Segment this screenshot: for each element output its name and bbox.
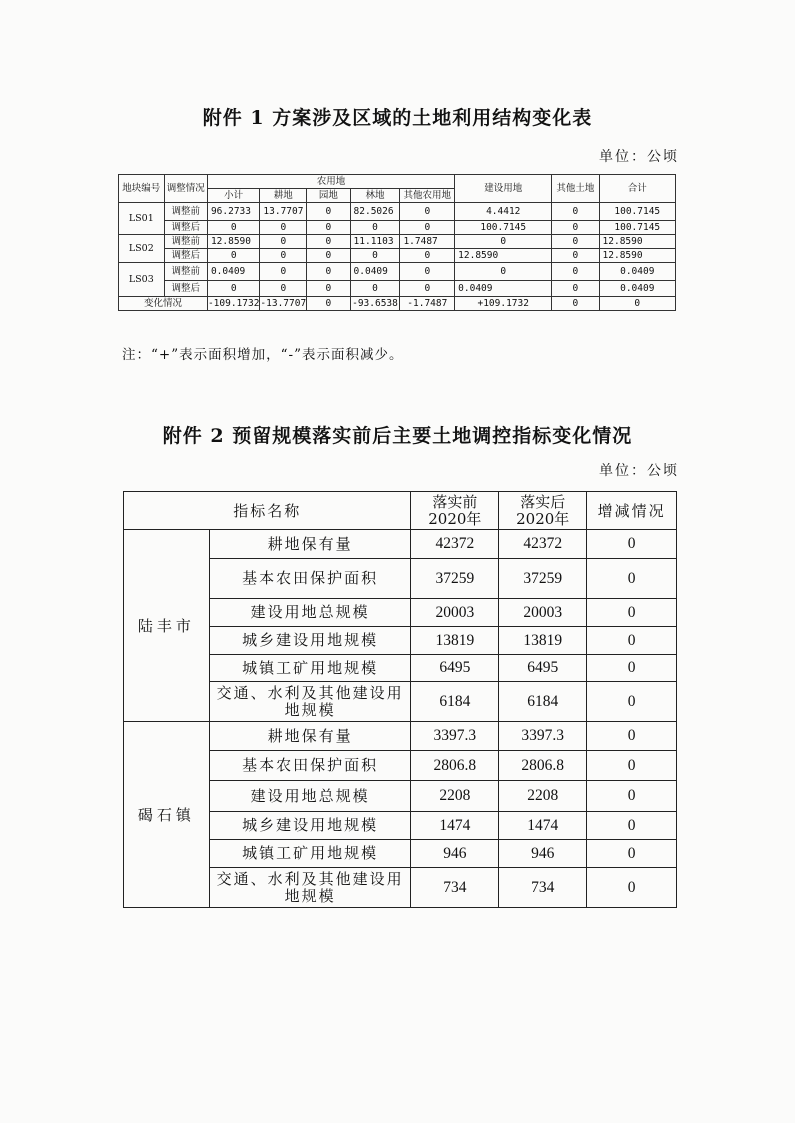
table-row: [119, 203, 676, 221]
table-row: [119, 221, 676, 235]
adjust-state: 调整后: [164, 249, 207, 263]
value-change: 0: [587, 655, 677, 682]
land-use-structure-table: [118, 174, 676, 311]
value-change: 0: [587, 599, 677, 627]
adjust-state: 调整后: [164, 281, 207, 297]
change-arable: -13.7707: [260, 298, 307, 309]
value-before: 6495: [411, 655, 499, 682]
value-after: 1474: [499, 812, 587, 840]
value-change: 0: [587, 559, 677, 599]
value-after: 3397.3: [499, 722, 587, 751]
indicator-name: [209, 868, 411, 908]
header-forest: 林地: [350, 189, 400, 203]
header-after: [499, 492, 587, 530]
header-after-line2: 2020年: [516, 509, 570, 528]
header-indicator: 指标名称: [124, 492, 411, 530]
cell-other-land: 0: [552, 249, 599, 263]
cell-garden: 0: [307, 221, 350, 235]
cell-construction: 12.8590: [455, 249, 552, 263]
indicator-name: 建设用地总规模: [209, 599, 411, 627]
cell-arable: 0: [260, 249, 307, 263]
value-after: 42372: [499, 530, 587, 559]
change-subtotal: -109.1732: [207, 298, 260, 309]
indicator-name-line2: 地规模: [284, 886, 336, 905]
value-after: 946: [499, 840, 587, 868]
change-garden: 0: [307, 297, 350, 311]
header-before-line1: 落实前: [432, 492, 478, 511]
cell-garden: 0: [307, 235, 350, 249]
cell-total: 0.0409: [599, 263, 675, 281]
header-other-agri: 其他农用地: [400, 189, 455, 203]
value-change: 0: [587, 682, 677, 722]
value-before: 946: [411, 840, 499, 868]
value-before: 13819: [411, 627, 499, 655]
cell-other-agri: 1.7487: [400, 235, 455, 249]
table-row: [119, 249, 676, 263]
table-row: [119, 263, 676, 281]
cell-other-land: 0: [552, 263, 599, 281]
change-forest: -93.6538: [350, 297, 400, 311]
cell-forest: 0.0409: [350, 263, 400, 281]
header-other-land: 其他土地: [552, 175, 599, 203]
indicator-name: 耕地保有量: [209, 530, 411, 559]
value-after: 2208: [499, 781, 587, 812]
change-row: [119, 297, 676, 311]
cell-construction: 0: [455, 263, 552, 281]
value-after: 20003: [499, 599, 587, 627]
adjust-state: 调整前: [164, 235, 207, 249]
cell-other-land: 0: [552, 281, 599, 297]
cell-other-land: 0: [552, 221, 599, 235]
table-row: [119, 281, 676, 297]
indicator-name: 建设用地总规模: [209, 781, 411, 812]
change-other-land: 0: [552, 297, 599, 311]
value-before: 37259: [411, 559, 499, 599]
cell-garden: 0: [307, 281, 350, 297]
indicator-name: 基本农田保护面积: [209, 559, 411, 599]
cell-forest: 82.5026: [350, 203, 400, 221]
cell-other-land: 0: [552, 235, 599, 249]
cell-other-agri: 0: [400, 249, 455, 263]
indicator-name: 城镇工矿用地规模: [209, 655, 411, 682]
table-row: [119, 235, 676, 249]
change-construction: +109.1732: [455, 297, 552, 311]
region-name: 碣石镇: [124, 722, 210, 908]
cell-construction: 0.0409: [455, 281, 552, 297]
value-change: 0: [587, 530, 677, 559]
cell-garden: 0: [307, 249, 350, 263]
value-before: 2208: [411, 781, 499, 812]
value-after: 6495: [499, 655, 587, 682]
value-after: 2806.8: [499, 751, 587, 781]
header-adjust: 调整情况: [164, 175, 207, 203]
header-row: [124, 492, 677, 530]
value-before: 2806.8: [411, 751, 499, 781]
header-change: 增减情况: [587, 492, 677, 530]
change-other-agri: -1.7487: [400, 297, 455, 311]
cell-subtotal: 0: [207, 281, 259, 297]
change-label: 变化情况: [119, 297, 208, 311]
table2-unit: 单位：公顷: [599, 463, 679, 479]
header-arable: 耕地: [260, 189, 307, 203]
cell-total: 0.0409: [599, 281, 675, 297]
cell-subtotal: 96.2733: [207, 203, 259, 221]
value-change: 0: [587, 781, 677, 812]
change-total: 0: [599, 297, 675, 311]
adjust-state: 调整前: [164, 203, 207, 221]
value-after: 6184: [499, 682, 587, 722]
table-row: [124, 722, 677, 751]
table1-unit: 单位：公顷: [599, 149, 679, 165]
cell-total: 12.8590: [599, 235, 675, 249]
cell-subtotal: 12.8590: [207, 235, 259, 249]
cell-other-agri: 0: [400, 221, 455, 235]
header-agri: 农用地: [207, 175, 454, 189]
indicator-name: 城镇工矿用地规模: [209, 840, 411, 868]
cell-garden: 0: [307, 203, 350, 221]
indicator-name: 基本农田保护面积: [209, 751, 411, 781]
table1-note: 注：“+”表示面积增加，“-”表示面积减少。: [122, 347, 404, 363]
cell-total: 100.7145: [599, 203, 675, 221]
header-before: [411, 492, 499, 530]
cell-other-land: 0: [552, 203, 599, 221]
cell-garden: 0: [307, 263, 350, 281]
cell-subtotal: 0: [207, 221, 259, 235]
cell-arable: 13.7707: [260, 203, 307, 221]
cell-forest: 0: [350, 249, 400, 263]
cell-forest: 0: [350, 281, 400, 297]
header-before-line2: 2020年: [428, 509, 482, 528]
table1-title: 附件 1 方案涉及区域的土地利用结构变化表: [202, 107, 593, 129]
header-subtotal: 小计: [207, 189, 259, 203]
indicator-name: 耕地保有量: [209, 722, 411, 751]
value-change: 0: [587, 812, 677, 840]
cell-construction: 4.4412: [455, 203, 552, 221]
value-after: 734: [499, 868, 587, 908]
indicator-name-line1: 交通、水利及其他建设用: [216, 683, 404, 702]
cell-forest: 0: [350, 221, 400, 235]
cell-total: 100.7145: [599, 221, 675, 235]
value-before: 42372: [411, 530, 499, 559]
value-change: 0: [587, 627, 677, 655]
block-id: LS03: [119, 263, 165, 297]
value-change: 0: [587, 722, 677, 751]
cell-arable: 0: [260, 263, 307, 281]
header-total: 合计: [599, 175, 675, 203]
indicator-name: 城乡建设用地规模: [209, 812, 411, 840]
cell-construction: 100.7145: [455, 221, 552, 235]
indicator-name-line2: 地规模: [284, 700, 336, 719]
value-change: 0: [587, 751, 677, 781]
cell-arable: 0: [260, 281, 307, 297]
value-before: 1474: [411, 812, 499, 840]
table-row: [124, 530, 677, 559]
cell-subtotal: 0.0409: [207, 263, 259, 281]
value-before: 3397.3: [411, 722, 499, 751]
cell-construction: 0: [455, 235, 552, 249]
cell-other-agri: 0: [400, 263, 455, 281]
value-change: 0: [587, 868, 677, 908]
header-construction: 建设用地: [455, 175, 552, 203]
indicator-name: [209, 682, 411, 722]
cell-other-agri: 0: [400, 203, 455, 221]
adjust-state: 调整后: [164, 221, 207, 235]
value-change: 0: [587, 840, 677, 868]
value-before: 20003: [411, 599, 499, 627]
cell-total: 12.8590: [599, 249, 675, 263]
header-block-no: 地块编号: [119, 175, 165, 203]
cell-arable: 0: [260, 235, 307, 249]
block-id: LS02: [119, 235, 165, 263]
header-garden: 园地: [307, 189, 350, 203]
table2-title: 附件 2 预留规模落实前后主要土地调控指标变化情况: [162, 425, 633, 447]
land-control-indicators-table: [123, 491, 677, 908]
value-after: 13819: [499, 627, 587, 655]
indicator-name-line1: 交通、水利及其他建设用: [216, 869, 404, 888]
value-before: 6184: [411, 682, 499, 722]
cell-arable: 0: [260, 221, 307, 235]
value-before: 734: [411, 868, 499, 908]
cell-forest: 11.1103: [350, 235, 400, 249]
header-after-line1: 落实后: [520, 492, 566, 511]
block-id: LS01: [119, 203, 165, 235]
cell-other-agri: 0: [400, 281, 455, 297]
indicator-name: 城乡建设用地规模: [209, 627, 411, 655]
value-after: 37259: [499, 559, 587, 599]
cell-subtotal: 0: [207, 249, 259, 263]
region-name: 陆丰市: [124, 530, 210, 722]
adjust-state: 调整前: [164, 263, 207, 281]
